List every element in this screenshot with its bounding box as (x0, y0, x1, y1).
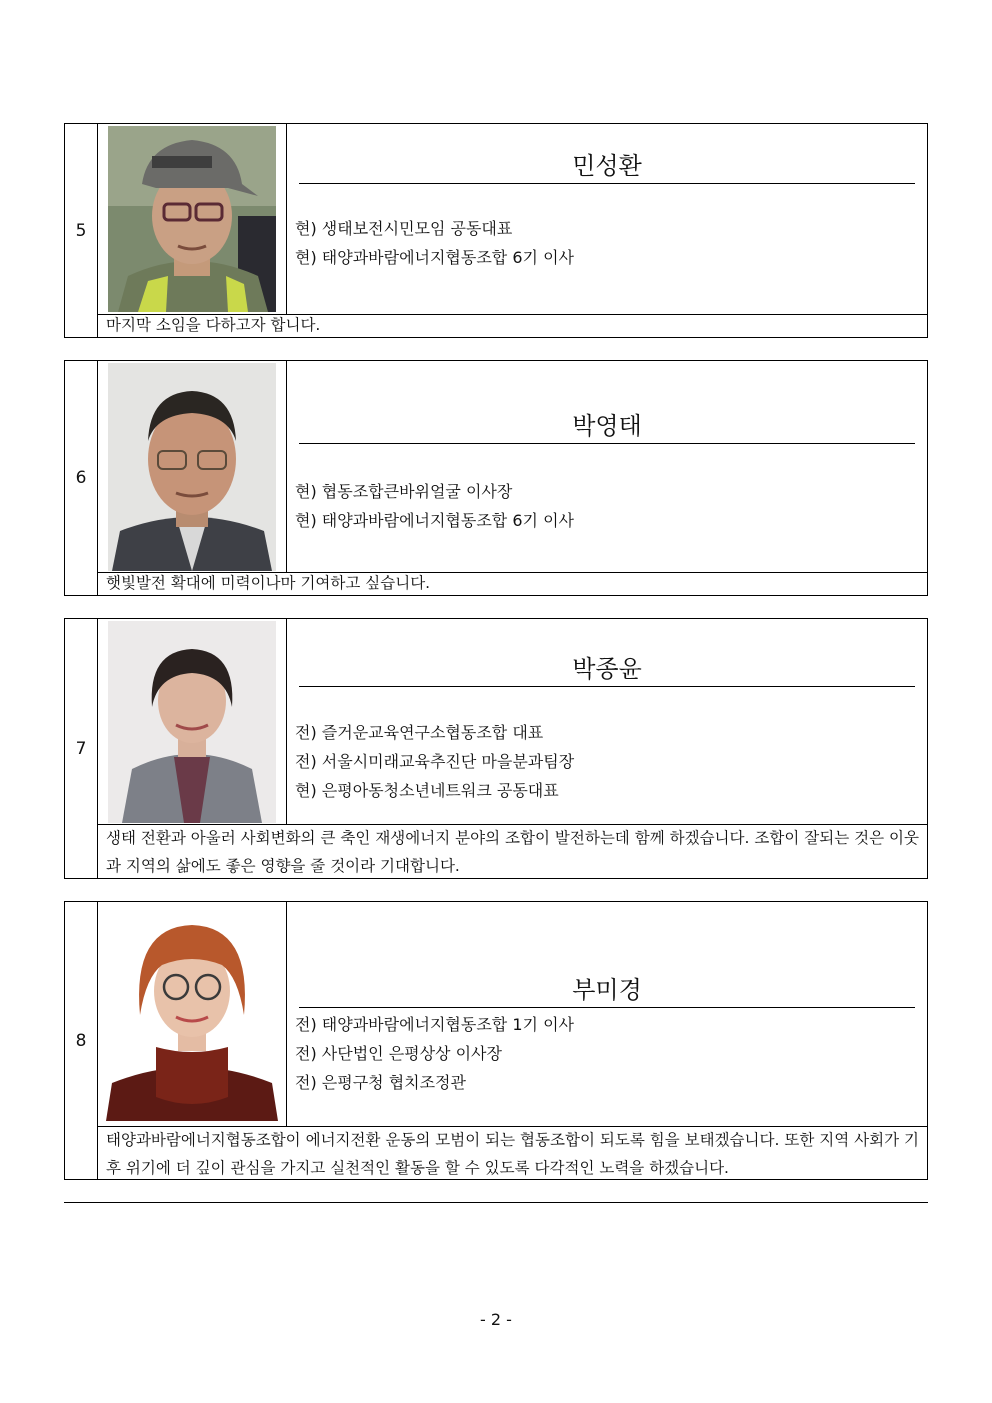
candidate-photo (106, 907, 278, 1121)
career-item: 현) 태양과바람에너지협동조합 6기 이사 (295, 511, 574, 530)
career-item: 현) 은평아동청소년네트워크 공동대표 (295, 781, 559, 800)
page-number: - 2 - (480, 1310, 512, 1329)
candidate-photo-cell (98, 619, 287, 825)
career-item: 전) 은평구청 협치조정관 (295, 1073, 466, 1092)
candidate-photo-cell (98, 361, 287, 573)
candidate-card-7 (64, 618, 928, 879)
candidate-info (287, 361, 927, 573)
candidate-name: 박종윤 (299, 649, 915, 687)
candidate-number: 7 (65, 619, 98, 878)
career-item: 전) 즐거운교육연구소협동조합 대표 (295, 723, 544, 742)
candidate-number: 6 (65, 361, 98, 595)
career-list (295, 477, 919, 535)
career-item: 현) 태양과바람에너지협동조합 6기 이사 (295, 248, 574, 267)
career-item: 전) 서울시미래교육추진단 마을분과팀장 (295, 752, 575, 771)
bottom-rule (64, 1202, 928, 1203)
candidate-info (287, 902, 927, 1127)
candidate-photo-cell (98, 902, 287, 1127)
candidate-statement: 햇빛발전 확대에 미력이나마 기여하고 싶습니다. (106, 574, 431, 592)
career-item: 전) 사단법인 은평상상 이사장 (295, 1044, 502, 1063)
career-item: 현) 생태보전시민모임 공동대표 (295, 219, 513, 238)
candidate-name: 민성환 (299, 146, 915, 184)
candidate-card-5 (64, 123, 928, 338)
candidate-info (287, 124, 927, 315)
candidate-statement: 태양과바람에너지협동조합이 에너지전환 운동의 모범이 되는 협동조합이 되도록 힘을 보태겠습니다. 또한 지역 사회가 기후 위기에 더 깊이 관심을 가지고 실천적인 활동을 할 수 있도록 다각적인 노력을 하겠습니다. (106, 1131, 919, 1177)
candidate-number: 8 (65, 902, 98, 1179)
candidate-statement: 생태 전환과 아울러 사회변화의 큰 축인 재생에너지 분야의 조합이 발전하는데 함께 하겠습니다. 조합이 잘되는 것은 이웃과 지역의 삶에도 좋은 영향을 줄 것이라 기대합니다. (106, 829, 919, 875)
candidate-photo (108, 126, 276, 312)
candidate-statement: 마지막 소임을 다하고자 합니다. (106, 316, 321, 334)
career-item: 현) 협동조합큰바위얼굴 이사장 (295, 482, 513, 501)
candidate-info (287, 619, 927, 825)
career-list (295, 214, 919, 272)
candidate-photo (108, 621, 276, 823)
career-list (295, 718, 919, 805)
career-item: 전) 태양과바람에너지협동조합 1기 이사 (295, 1015, 574, 1034)
career-list (295, 1010, 919, 1097)
candidate-card-6 (64, 360, 928, 596)
candidate-photo (108, 363, 276, 571)
candidate-name: 부미경 (299, 970, 915, 1008)
candidate-card-8 (64, 901, 928, 1180)
candidate-photo-cell (98, 124, 287, 315)
candidate-number: 5 (65, 124, 98, 337)
candidate-name: 박영태 (299, 406, 915, 444)
